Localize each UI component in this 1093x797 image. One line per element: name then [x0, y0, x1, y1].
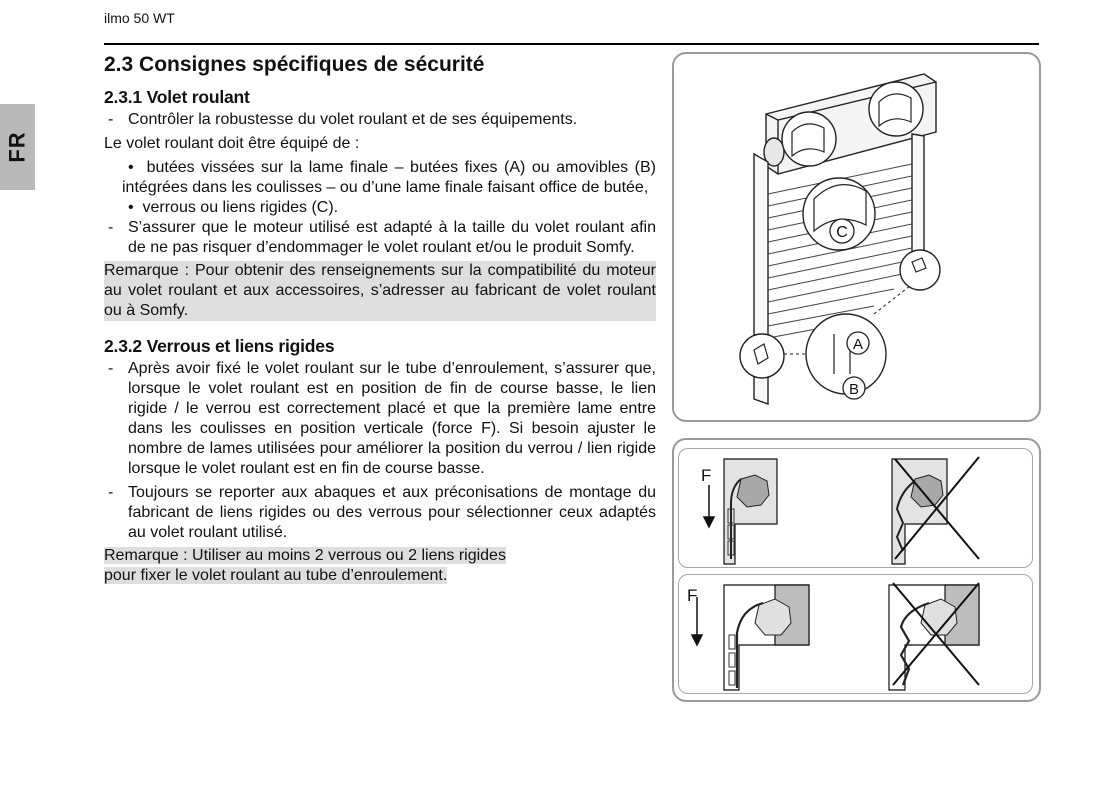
section-title: 2.3 Consignes spécifiques de sécurité [104, 53, 485, 76]
bullet-text: verrous ou liens rigides (C). [142, 199, 339, 216]
list-item: - Contrôler la robustesse du volet roulant et de ses équipements. [104, 110, 656, 130]
language-tab [0, 104, 35, 190]
list-item: - Après avoir fixé le volet roulant sur le tube d’enroulement, s’assurer que, lorsque le volet roulant est en position de fin de course basse, le lien rigide / le verrou est correctement placé et que la première lame entre dans les coulisses en position verticale (force F). Si besoin ajuster le nombre de lames utilisées pour améliorer la position du verrou / lien rigide lorsque le volet roulant est en fin de course basse. [104, 359, 656, 479]
force-label: F [701, 466, 712, 485]
text-column [104, 52, 656, 586]
note-box [104, 546, 656, 586]
label-a: A [852, 336, 864, 353]
rigid-link-diagram-top [679, 449, 1032, 567]
label-b: B [848, 381, 860, 398]
list-item: - S’assurer que le moteur utilisé est adapté à la taille du volet roulant afin de ne pas risquer d’endommager le volet roulant et/ou le produit Somfy. [104, 218, 656, 258]
subsection-title-verrous: 2.3.2 Verrous et liens rigides [104, 336, 335, 356]
label-c: C [836, 224, 848, 241]
paragraph-intro: Le volet roulant doit être équipé de : [104, 135, 360, 152]
header-rule [104, 43, 1039, 45]
list-item: - Toujours se reporter aux abaques et aux préconisations de montage du fabricant de liens rigides ou des verrous pour sélectionner ceux adaptés au volet roulant utilisé. [104, 483, 656, 543]
document-header: ilmo 50 WT [104, 10, 175, 26]
bullet-item: • verrous ou liens rigides (C). [128, 199, 339, 216]
note-line: Remarque : Utiliser au moins 2 verrous ou 2 liens rigides [104, 547, 506, 564]
note-line: pour fixer le volet roulant au tube d’enroulement. [104, 567, 448, 584]
roller-shutter-illustration [674, 54, 1039, 420]
figure-panel-top [678, 448, 1033, 568]
figure-panel-bottom [678, 574, 1033, 694]
bullet-item: • butées vissées sur la lame finale – butées fixes (A) ou amovibles (B) intégrées dans les coulisses – ou d’une lame finale faisant office de butée, [122, 159, 656, 196]
rigid-link-figure [672, 438, 1041, 702]
language-tab-label: FR [4, 131, 30, 163]
note-box: Remarque : Pour obtenir des renseignements sur la compatibilité du moteur au volet roulant et aux accessoires, s’adresser au fabricant de volet roulant ou à Somfy. [104, 262, 656, 319]
subsection-title-volet: 2.3.1 Volet roulant [104, 87, 250, 107]
bullet-text: butées vissées sur la lame finale – butées fixes (A) ou amovibles (B) intégrées dans les coulisses – ou d’une lame finale faisant office de butée, [122, 159, 656, 196]
rigid-link-diagram-bottom [679, 575, 1032, 693]
force-label: F [687, 586, 698, 605]
roller-shutter-figure [672, 52, 1041, 422]
